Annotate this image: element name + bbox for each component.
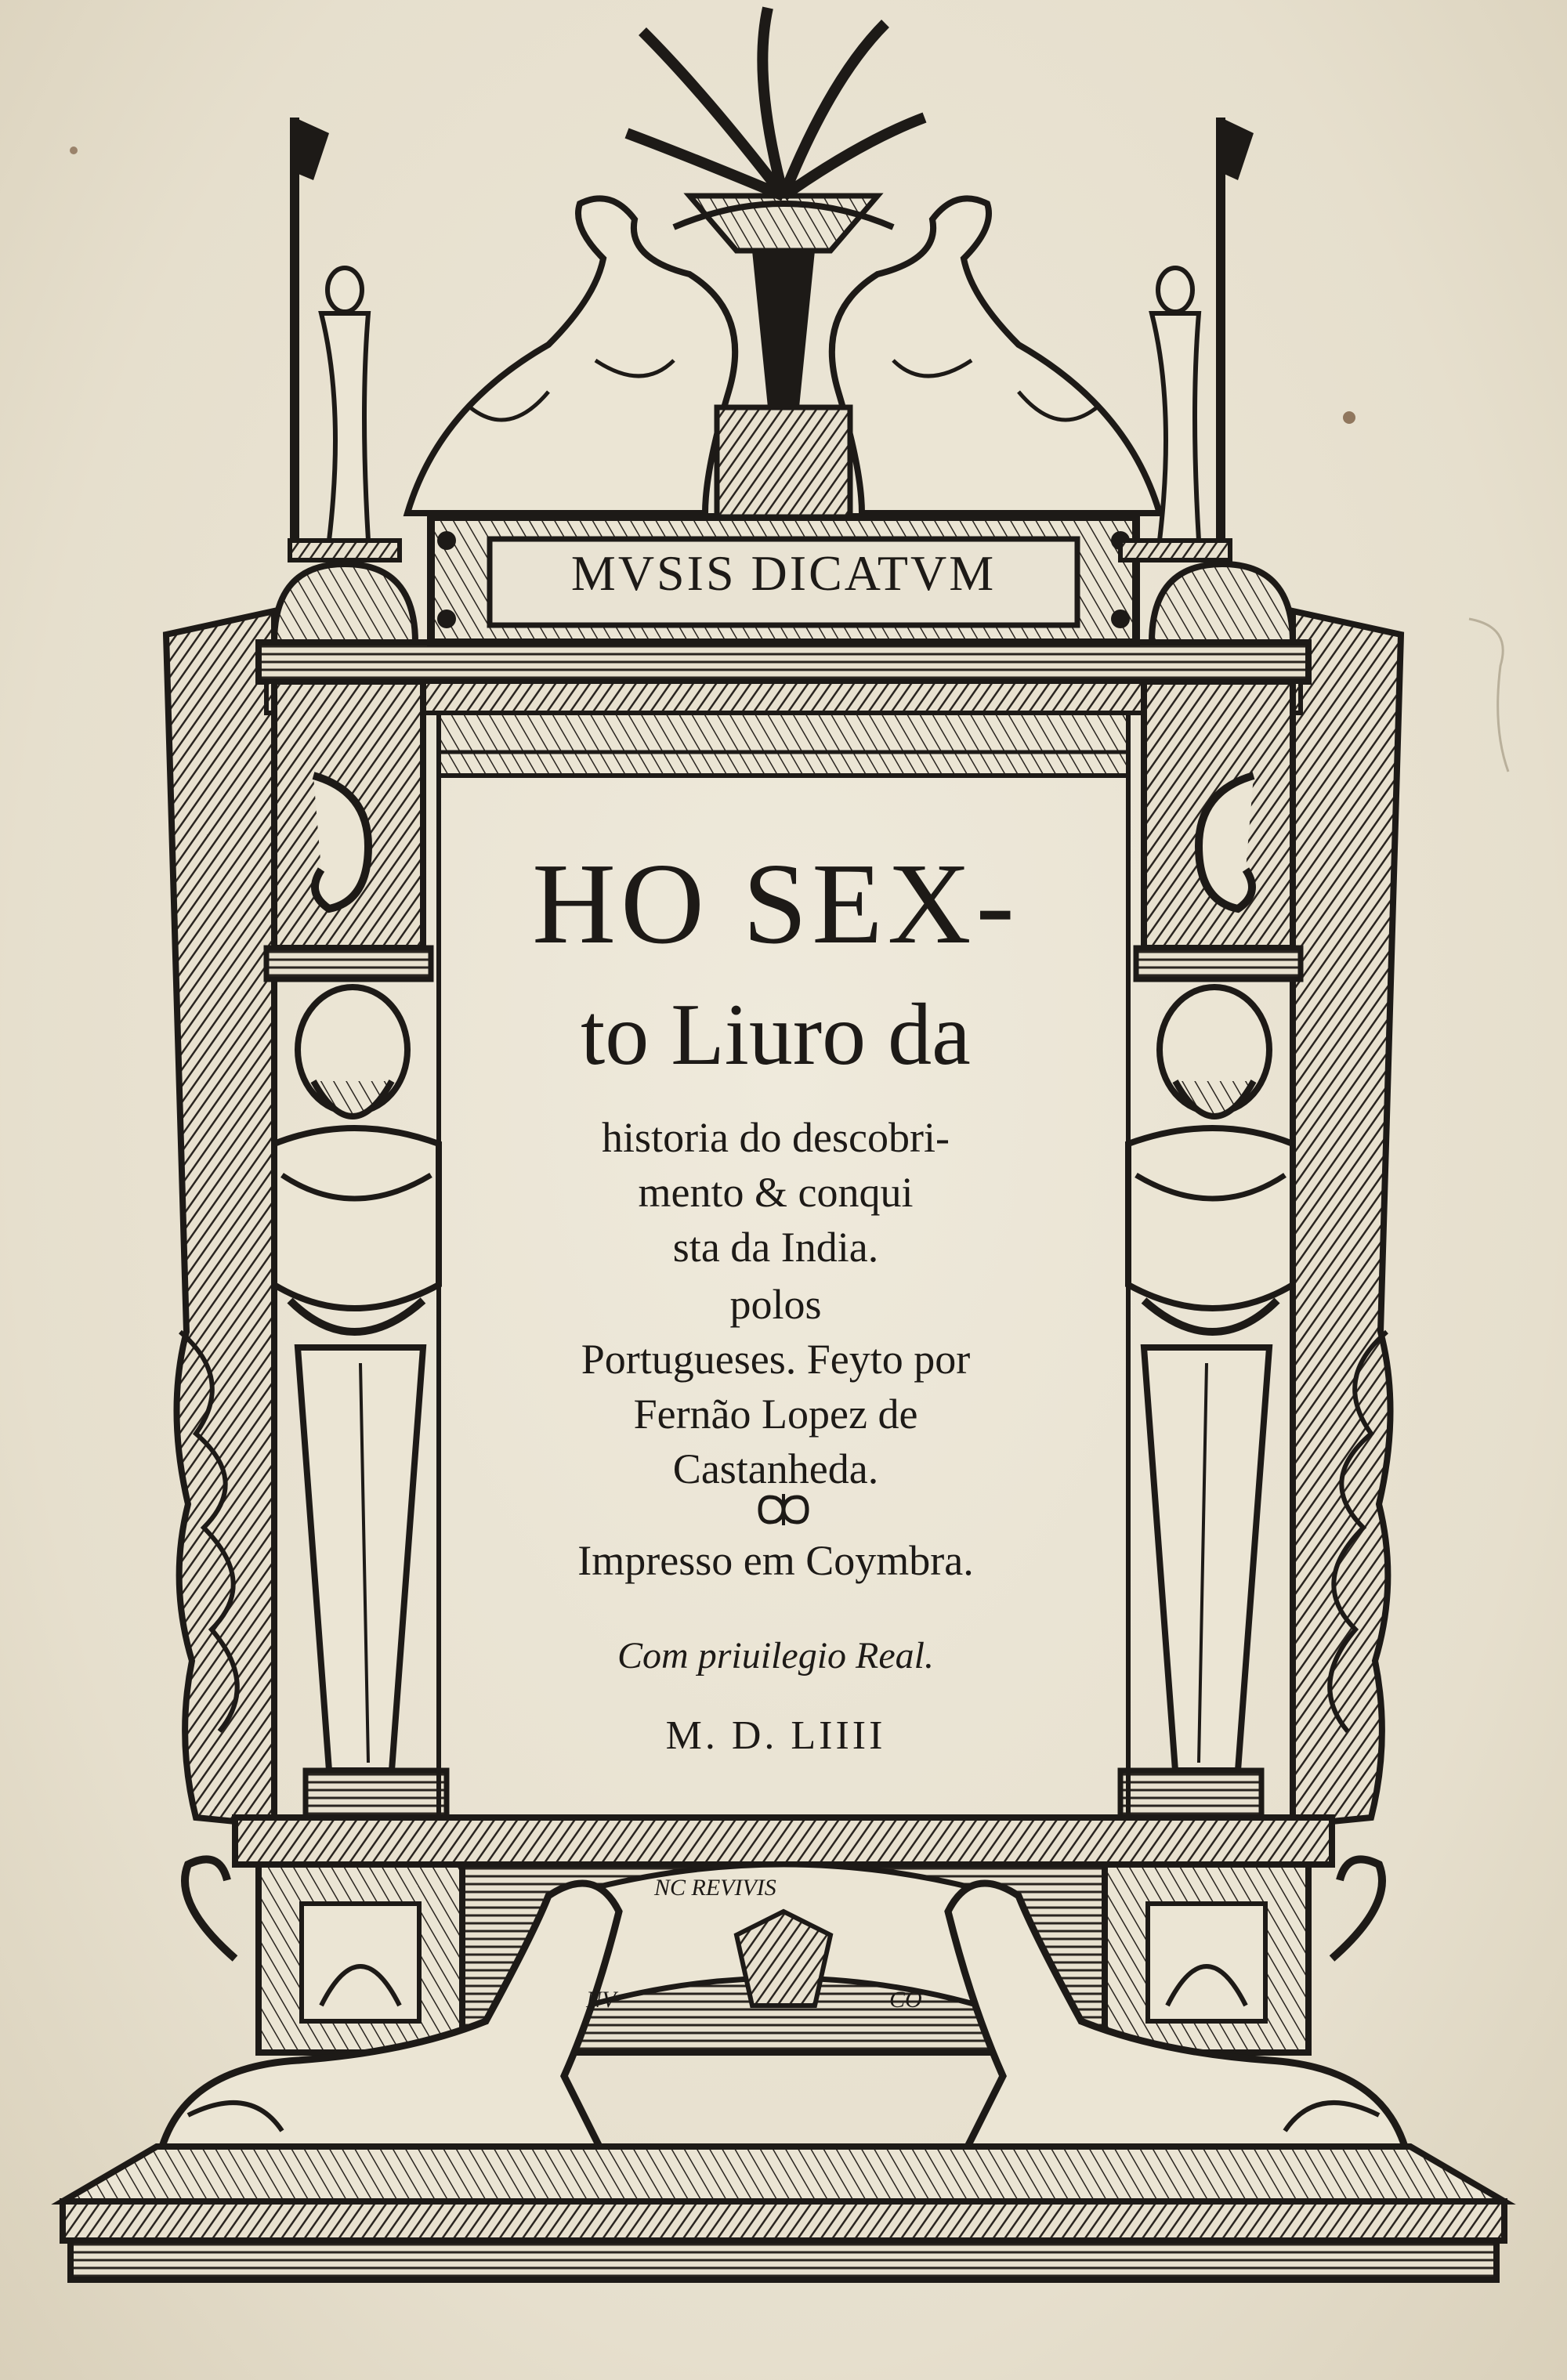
title-line-3: historia do descobri- [602,1114,950,1161]
title-line-4: mento & conqui [638,1169,914,1216]
scroll-motto-right: CO [889,1987,922,2013]
title-line-6: polos [729,1281,822,1328]
title-line-2: to Liuro da [581,986,971,1083]
fleuron-ornament-icon [752,1490,815,1529]
privilege-line: Com priuilegio Real. [617,1635,934,1676]
title-line-7: Portugueses. Feyto por [581,1336,971,1383]
scroll-motto-left: NV [586,1987,617,2013]
imprint-line: Impresso em Coymbra. [577,1537,974,1584]
title-line-9: Castanheda. [672,1445,879,1492]
title-line-5: sta da India. [672,1224,879,1271]
banner-inscription: MVSIS DICATVM [570,545,997,601]
title-line-8: Fernão Lopez de [633,1391,918,1438]
scroll-motto-top: NC REVIVIS [654,1875,776,1901]
date-line: M. D. LIIII [665,1713,886,1758]
title-line-1: HO SEX- [532,840,1019,968]
